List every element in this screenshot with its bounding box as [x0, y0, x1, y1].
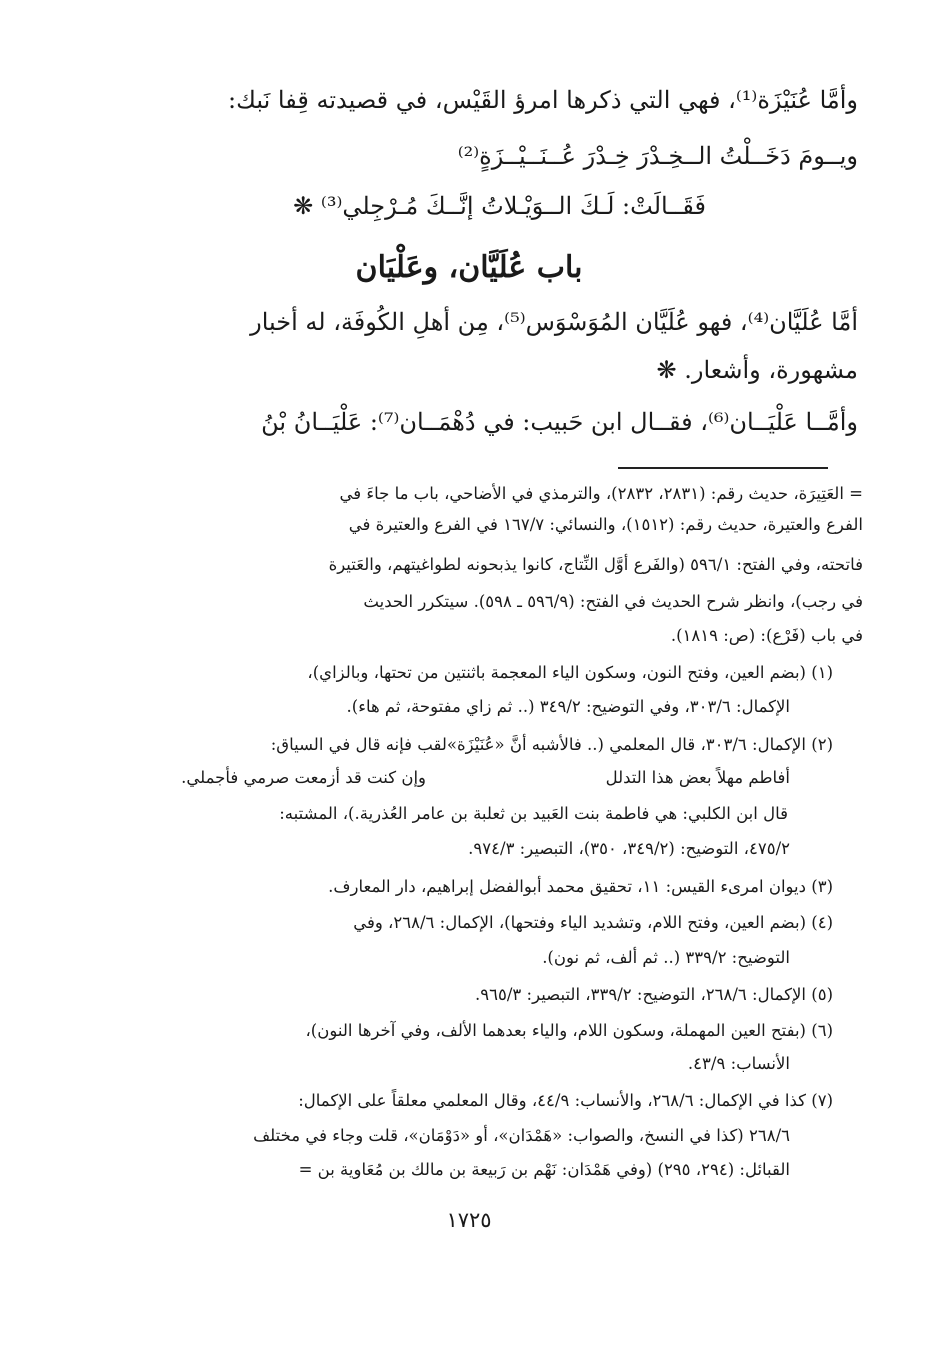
footnote-2-line-1: (٢) الإكمال: ٣٠٣/٦، قال المعلمي (.. فالأشبه أنَّ «عُنَيْزَة»لقب فإنه قال في السياق:: [270, 735, 833, 754]
footnote-2-line-4: ٤٧٥/٢، التوضيح: (٣٤٩/٢، ٣٥٠)، التبصير: ٩٧٤/٣.: [468, 839, 790, 858]
footnote-3-line-1: (٣) ديوان امرىء القيس: ١١، تحقيق محمد أبوالفضل إبراهيم، دار المعارف.: [328, 877, 833, 896]
main-paragraph-3-line-1: وأمَّــا عَلْيَــان⁽⁶⁾، فقــال ابن حَبيب: في دُهْمَــان⁽⁷⁾: عَلْيَــانُ بْنُ: [261, 408, 858, 436]
footnote-7-line-2: ٢٦٨/٦ (كذا في النسخ، والصواب: «هَمْدَان»، أو «دَوْمَان»، قلت وجاء في مختلف: [253, 1126, 790, 1145]
footnote-continuation-line-2: الفرع والعتيرة، حديث رقم: (١٥١٢)، والنسائي: ١٦٧/٧ في الفرع والعتيرة في: [348, 515, 863, 534]
main-paragraph-1: وأمَّا عُنَيْزَة⁽¹⁾، فهي التي ذكرها امرؤ القَيْس، في قصيدته قِفا نَبك:: [228, 86, 858, 114]
footnote-2-line-3: قال ابن الكلبي: هي فاطمة بنت العَبيد بن ثعلبة بن عامر العُذرية.)، المشتبه:: [279, 804, 788, 823]
footnote-2-verse-hemistich-1: أفاطم مهلاً بعض هذا التدلل: [605, 768, 790, 787]
section-heading: باب عُلَيَّان، وعَلْيَان: [355, 250, 583, 285]
footnote-4-line-1: (٤) (بضم العين، وفتح اللام، وتشديد الياء وفتحها)، الإكمال: ٢٦٨/٦، وفي: [353, 913, 833, 932]
footnote-7-line-3: القبائل: (٢٩٤، ٢٩٥) (وفي هَمْدَان: نَهْم بن رَبيعة بن مالك بن مُعَاوية بن =: [298, 1160, 790, 1179]
main-paragraph-2-line-2: مشهورة، وأشعار. ❋: [656, 356, 858, 384]
footnote-separator: [618, 467, 828, 469]
footnote-6-line-1: (٦) (بفتح العين المهملة، وسكون اللام، والياء بعدهما الألف، وفي آخرها النون)،: [305, 1021, 833, 1040]
page-number: ١٧٢٥: [446, 1208, 492, 1232]
footnote-4-line-2: التوضيح: ٣٣٩/٢ (.. ثم ألف، ثم نون).: [542, 948, 790, 967]
footnote-7-line-1: (٧) كذا في الإكمال: ٢٦٨/٦، والأنساب: ٤٤/٩، وقال المعلمي معلقاً على الإكمال:: [298, 1091, 833, 1110]
footnote-1-line-2: الإكمال: ٣٠٣/٦، وفي التوضيح: ٣٤٩/٢ (.. ثم زاي مفتوحة، ثم هاء).: [346, 697, 790, 716]
footnote-continuation-line-4: في رجب)، وانظر شرح الحديث في الفتح: (٥٩٦/٩ ـ ٥٩٨). سيتكرر الحديث: [363, 592, 863, 611]
footnote-continuation-line-5: في باب (فَرْع): (ص: ١٨١٩).: [670, 626, 863, 645]
footnote-continuation-line-3: فاتحته، وفي الفتح: ٥٩٦/١ (والفَرع أوَّل النِّتاج، كانوا يذبحونه لطواغيتهم، والعَتيرة: [328, 555, 863, 574]
footnote-6-line-2: الأنساب: ٤٣/٩.: [687, 1054, 790, 1073]
footnote-5-line-1: (٥) الإكمال: ٢٦٨/٦، التوضيح: ٣٣٩/٢، التبصير: ٩٦٥/٣.: [475, 985, 833, 1004]
poem-verse-2: فَقَــالَتْ: لَـكَ الــوَيْـلاتُ إنَّــكَ مُـرْجِلي⁽³⁾ ❋: [293, 192, 706, 220]
footnote-1-line-1: (١) (بضم العين، وفتح النون، وسكون الياء المعجمة باثنتين من تحتها، وبالزاي)،: [307, 663, 833, 682]
footnote-continuation-line-1: = العَتِيرَة، حديث رقم: (٢٨٣١، ٢٨٣٢)، والترمذي في الأضاحي، باب ما جاءَ في: [339, 484, 863, 503]
poem-verse-1: ويــومَ دَخَــلْتُ الــخِـدْرَ خِـدْرَ عُــنَــيْــزَةٍ⁽²⁾: [457, 142, 858, 170]
footnote-2-verse-hemistich-2: وإن كنت قد أزمعت صرمي فأجملي.: [181, 768, 426, 787]
main-paragraph-2-line-1: أمَّا عُلَيَّان⁽⁴⁾، فهو عُلَيَّان المُوَسْوَس⁽⁵⁾، مِن أهلِ الكُوفَة، له أخبار: [250, 308, 858, 336]
